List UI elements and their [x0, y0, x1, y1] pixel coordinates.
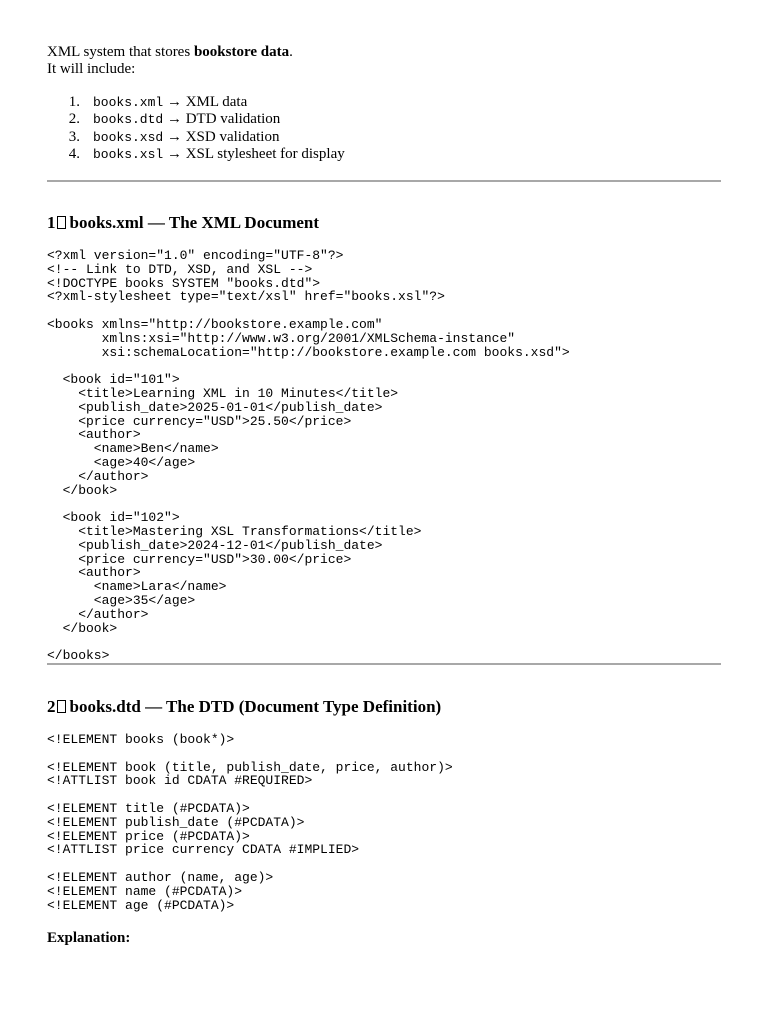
intro-period: . — [289, 44, 293, 60]
file-desc: XSD validation — [185, 128, 280, 145]
list-item: 2. books.dtd → DTD validation — [68, 111, 281, 128]
arrow-icon: → — [166, 145, 182, 162]
missing-glyph-icon — [57, 700, 66, 713]
section-1-heading — [47, 213, 319, 233]
horizontal-rule — [47, 663, 721, 665]
intro-line-1 — [47, 44, 293, 61]
file-desc: XSL stylesheet for display — [185, 145, 345, 162]
file-name: books.xml — [93, 95, 164, 110]
dtd-code-block: <!ELEMENT books (book*)> <!ELEMENT book (title, publish_date, price, author)> <!ATTLIST book id CDATA #REQUIRED> <!ELEMENT title (#PCDATA)> <!ELEMENT publish_date (#PCDATA)> <!ELEMENT price (#PCDATA)> <!ATTLIST price currency CDATA #IMPLIED> <!ELEMENT author (name, age)> <!ELEMENT name (#PCDATA)> <!ELEMENT age (#PCDATA)> — [47, 732, 453, 913]
section-title: books.xml — The XML Document — [69, 213, 320, 232]
file-desc: XML data — [185, 94, 248, 110]
arrow-icon: → — [166, 111, 182, 128]
file-name: books.xsl — [93, 146, 164, 162]
file-list — [47, 94, 345, 163]
list-item: 3. books.xsd → XSD validation — [68, 128, 280, 145]
intro-bold-text: bookstore data — [193, 44, 290, 60]
missing-glyph-icon — [57, 216, 66, 229]
xml-code-block: <?xml version="1.0" encoding="UTF-8"?> <!-- Link to DTD, XSD, and XSL --> <!DOCTYPE books SYSTEM "books.dtd"> <?xml-stylesheet type="text/xsl" href="books.xsl"?> <books xmlns="http://bookstore.example.com" xmlns:xsi="http://www.w3.org/2001/XMLSchema-instance" xsi:schemaLocation="http://bookstore.example.com books.xsd"> <book id="101"> <title>Learning XML in 10 Minutes</title> <publish_date>2025-01-01</publish_date> <price currency="USD">25.50</price> <author> <name>Ben</name> <age>40</age> </author> </book> <book id="102"> <title>Mastering XSL Transformations</title> <publish_date>2024-12-01</publish_date> <price currency="USD">30.00</price> <author> <name>Lara</name> <age>35</age> </author> </book> </books> — [47, 248, 570, 664]
file-name: books.xsd — [93, 129, 164, 145]
file-desc: DTD validation — [185, 111, 281, 128]
file-name: books.dtd — [93, 112, 164, 128]
arrow-icon: → — [166, 94, 182, 110]
intro-text: XML system that stores — [47, 44, 194, 60]
arrow-icon: → — [166, 128, 182, 145]
section-2-heading — [47, 697, 441, 717]
section-number: 1 — [47, 213, 56, 232]
section-title: books.dtd — The DTD (Document Type Definition) — [69, 697, 442, 716]
explanation-label: Explanation: — [47, 930, 131, 946]
intro-line-2: It will include: — [47, 61, 136, 77]
list-item: 1. books.xml → XML data — [68, 94, 248, 110]
horizontal-rule — [47, 180, 721, 182]
list-item: 4. books.xsl → XSL stylesheet for display — [68, 145, 345, 162]
section-number: 2 — [47, 697, 56, 716]
